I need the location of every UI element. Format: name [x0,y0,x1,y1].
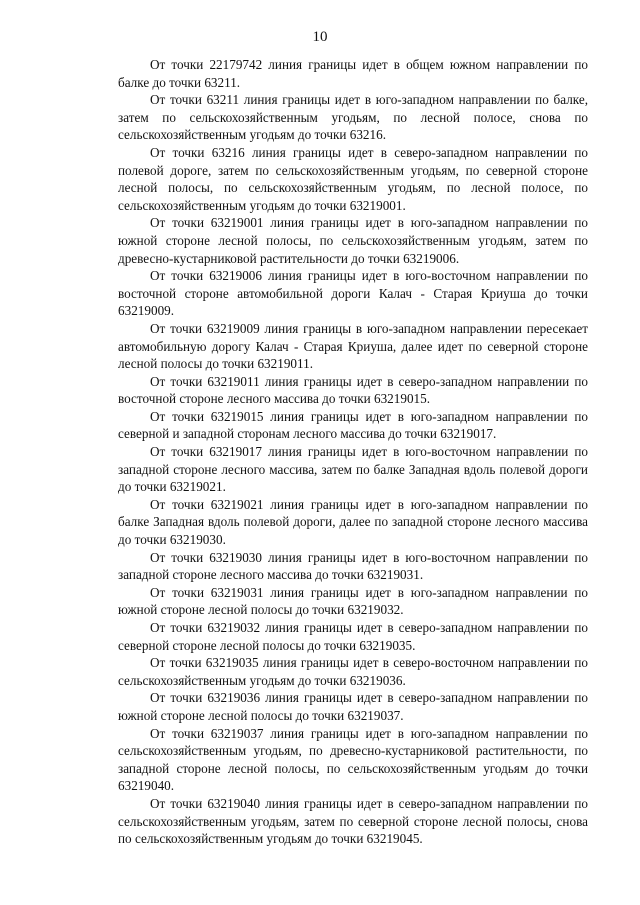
document-body [118,56,588,848]
paragraph-16: От точки 63219037 линия границы идет в юго-западном направлении по сельскохозяйственным угодьям, по древесно-кустарниковой растительности, по западной стороне лесной полосы, по сельскохозяйственным угодьям до точки 63219040. [118,725,588,794]
paragraph-13: От точки 63219032 линия границы идет в северо-западном направлении по северной стороне лесной полосы до точки 63219035. [118,620,588,653]
paragraph-17: От точки 63219040 линия границы идет в северо-западном направлении по сельскохозяйственным угодьям, затем по северной стороне лесной полосы, снова по сельскохозяйственным угодьям до точки 63219045. [118,795,588,847]
paragraph-12: От точки 63219031 линия границы идет в юго-западном направлении по южной стороне лесной полосы до точки 63219032. [118,584,588,618]
paragraph-2: От точки 63211 линия границы идет в юго-западном направлении по балке, затем по сельскохозяйственным угодьям, по лесной полосе, снова по сельскохозяйственным угодьям до точки 63216. [118,92,588,143]
paragraph-8: От точки 63219015 линия границы идет в юго-западном направлении по северной и западной сторонам лесного массива до точки 63219017. [118,408,588,442]
paragraph-10: От точки 63219021 линия границы идет в юго-западном направлении по балке Западная вдоль полевой дороги, далее по западной стороне лесного массива до точки 63219030. [118,496,588,548]
page-number: 10 [312,29,328,45]
paragraph-6: От точки 63219009 линия границы в юго-западном направлении пересекает автомобильную дорогу Калач - Старая Криуша, далее идет по северной стороне лесной полосы до точки 63219011. [118,320,588,372]
paragraph-15: От точки 63219036 линия границы идет в северо-западном направлении по южной стороне лесной полосы до точки 63219037. [118,690,588,723]
paragraph-3: От точки 63216 линия границы идет в северо-западном направлении по полевой дороге, затем по сельскохозяйственным угодьям, по северной стороне лесной полосы, по сельскохозяйственным угодьям, по лесной полосе, по сельскохозяйственным угодьям до точки 63219001. [118,144,588,213]
paragraph-5: От точки 63219006 линия границы идет в юго-восточном направлении по восточной стороне автомобильной дороги Калач - Старая Криуша до точки 63219009. [118,268,588,319]
paragraph-7: От точки 63219011 линия границы идет в северо-западном направлении по восточной стороне лесного массива до точки 63219015. [118,373,588,407]
paragraph-11: От точки 63219030 линия границы идет в юго-восточном направлении по западной стороне лесного массива до точки 63219031. [118,549,588,583]
paragraph-4: От точки 63219001 линия границы идет в юго-западном направлении по южной стороне лесной полосы, по сельскохозяйственным угодьям, затем по древесно-кустарниковой растительности до точки 63219006. [118,215,588,266]
paragraph-14: От точки 63219035 линия границы идет в северо-восточном направлении по сельскохозяйственным угодьям до точки 63219036. [118,655,588,688]
paragraph-1: От точки 22179742 линия границы идет в общем южном направлении по балке до точки 63211. [118,57,588,90]
paragraph-9: От точки 63219017 линия границы идет в юго-восточном направлении по западной стороне лесного массива, затем по балке Западная вдоль полевой дороги до точки 63219021. [118,444,588,495]
